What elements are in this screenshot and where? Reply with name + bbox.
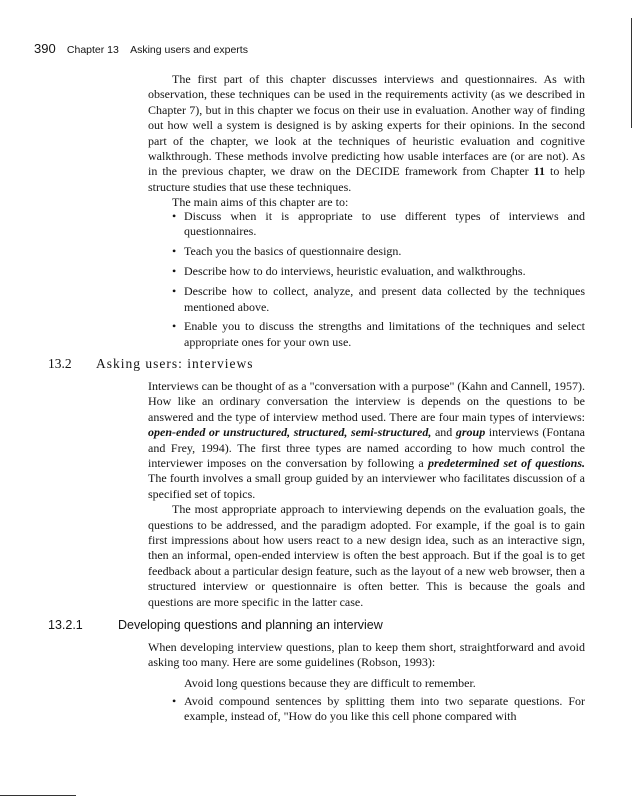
subsection-number: 13.2.1 bbox=[48, 618, 83, 632]
subsection-text bbox=[148, 640, 585, 671]
aims-lead: The main aims of this chapter are to: bbox=[172, 195, 349, 210]
chapter-title: Asking users and experts bbox=[130, 44, 248, 56]
guideline-plain: Avoid long questions because they are difficult to remember. bbox=[184, 676, 476, 690]
bullet-icon: • bbox=[172, 284, 177, 299]
section-13-2-text bbox=[148, 379, 585, 610]
intro-paragraph: The first part of this chapter discusses interviews and questionnaires. As with observation, these techniques can be used in the requirements activity (as we described in Chapter 7), but in this chapter we focus on their use in evaluation. Another way of finding out how well a system is designed is by asking experts for their opinions. In the second part of the chapter, we look at the techniques of heuristic evaluation and cognitive walkthrough. These methods involve predicting how usable interfaces are (or are not). As in the previous chapter, we draw on the DECIDE framework from Chapter 11 to help structure studies that use these techniques. bbox=[148, 72, 585, 194]
approach-paragraph: The most appropriate approach to interviewing depends on the evaluation goals, the questions to be addressed, and the paradigm adopted. For example, if the goal is to gain first impressions about how users react to a new design idea, such as an interactive sign, then an informal, open-ended interview is often the best approach. But if the goal is to get feedback about a particular design feature, such as the layout of a new web browser, then a structured interview or questionnaire is often better. This is because the goals and questions are more specific in the latter case. bbox=[148, 502, 585, 609]
intro-text bbox=[148, 72, 585, 211]
interviews-paragraph: Interviews can be thought of as a "conversation with a purpose" (Kahn and Cannell, 1957). How like an ordinary conversation the interview is depends on the questions to be answered and the type of interview method used. There are four main types of interviews: open-ended or unstructured, structured, semi-structured, and group interviews (Fontana and Frey, 1994). The first three types are named according to how much control the interviewer imposes on the conversation by following a predetermined set of questions. The fourth involves a small group guided by an interviewer who facilitates discussion of a specified set of topics. bbox=[148, 379, 586, 501]
aims-list bbox=[172, 209, 585, 355]
bullet-icon: • bbox=[172, 319, 177, 334]
running-head bbox=[34, 41, 594, 56]
list-item: • Enable you to discuss the strengths and limitations of the techniques and select appropriate ones for your own use. bbox=[172, 319, 585, 349]
footer-rule bbox=[0, 795, 76, 796]
guidelines-intro: When developing interview questions, plan to keep them short, straightforward and avoid asking too many. Here are some guidelines (Robson, 1993): bbox=[148, 640, 585, 670]
page-number: 390 bbox=[34, 41, 56, 56]
list-item: • Avoid compound sentences by splitting them into two separate questions. For example, instead of, "How do you like this cell phone compared with bbox=[172, 694, 585, 724]
margin-rule bbox=[631, 18, 632, 128]
section-title: Asking users: interviews bbox=[96, 356, 254, 371]
bullet-icon: • bbox=[172, 264, 177, 279]
list-item: • Teach you the basics of questionnaire design. bbox=[172, 244, 402, 259]
list-item: • Describe how to collect, analyze, and present data collected by the techniques mentioned above. bbox=[172, 284, 585, 314]
chapter-label: Chapter 13 bbox=[66, 44, 119, 56]
list-item: • Describe how to do interviews, heuristic evaluation, and walkthroughs. bbox=[172, 264, 526, 279]
bullet-icon: • bbox=[172, 209, 177, 223]
bullet-icon: • bbox=[172, 694, 177, 708]
bullet-icon: • bbox=[172, 244, 177, 259]
section-number: 13.2 bbox=[48, 356, 72, 371]
list-item: • Discuss when it is appropriate to use different types of interviews and questionnaires. bbox=[172, 209, 585, 239]
subsection-title: Developing questions and planning an interview bbox=[118, 618, 383, 632]
guideline-list bbox=[172, 694, 585, 729]
